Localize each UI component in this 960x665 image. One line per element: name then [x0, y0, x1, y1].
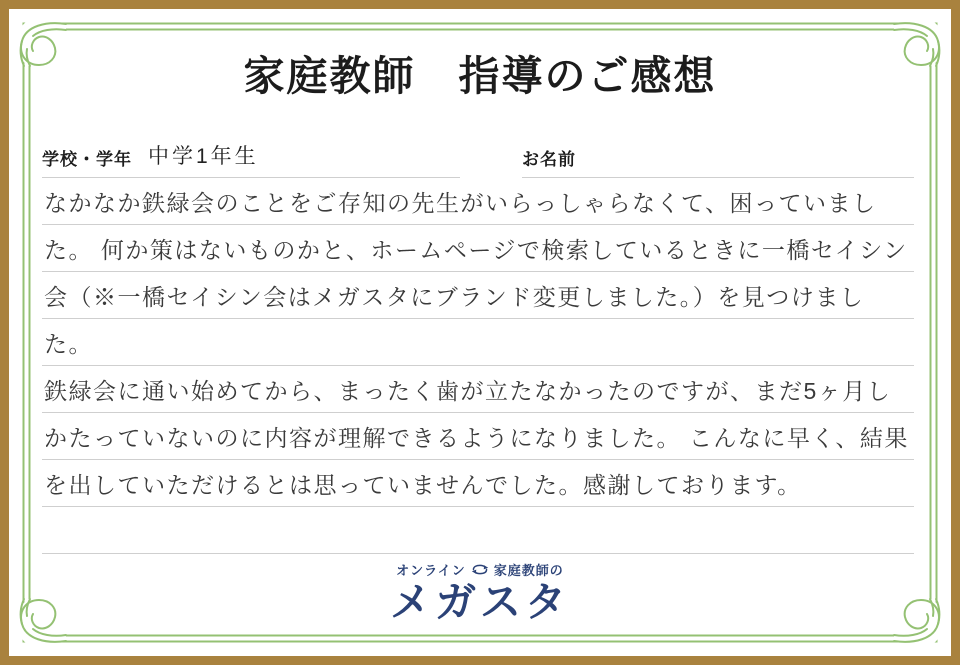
school-grade-label: 学校・学年 [42, 150, 132, 169]
name-field [522, 134, 914, 178]
testimonial-line: を出していただけるとは思っていませんでした。感謝しております。 [42, 460, 914, 507]
testimonial-line: 会（※一橋セイシン会はメガスタにブランド変更しました。）を見つけまし [42, 272, 914, 319]
page-title: 家庭教師 指導のご感想 [243, 53, 717, 99]
brand-name: メガスタ [390, 579, 570, 625]
logo-tagline-left: オンライン [396, 563, 466, 578]
brand-logo [9, 560, 951, 624]
fields-row [42, 134, 914, 178]
logo-tagline-right: 家庭教師の [493, 563, 564, 578]
testimonial-line: かたっていないのに内容が理解できるようになりました。 こんなに早く、結果 [42, 413, 914, 460]
name-label: お名前 [522, 150, 576, 169]
testimonial-line-empty [42, 507, 914, 554]
testimonial-line: た。 [42, 319, 914, 366]
cycle-arrows-icon [471, 563, 489, 576]
testimonial-line: なかなか鉄緑会のことをご存知の先生がいらっしゃらなくて、困っていまし [42, 178, 914, 225]
testimonial-text [42, 178, 914, 554]
logo-tagline [9, 560, 951, 579]
testimonial-line: た。 何か策はないものかと、ホームページで検索しているときに一橋セイシン [42, 225, 914, 272]
card-surface [9, 9, 951, 656]
school-grade-field [42, 134, 460, 178]
school-grade-value: 中学1年生 [148, 145, 259, 168]
testimonial-line: 鉄緑会に通い始めてから、まったく歯が立たなかったのですが、まだ5ヶ月し [42, 366, 914, 413]
